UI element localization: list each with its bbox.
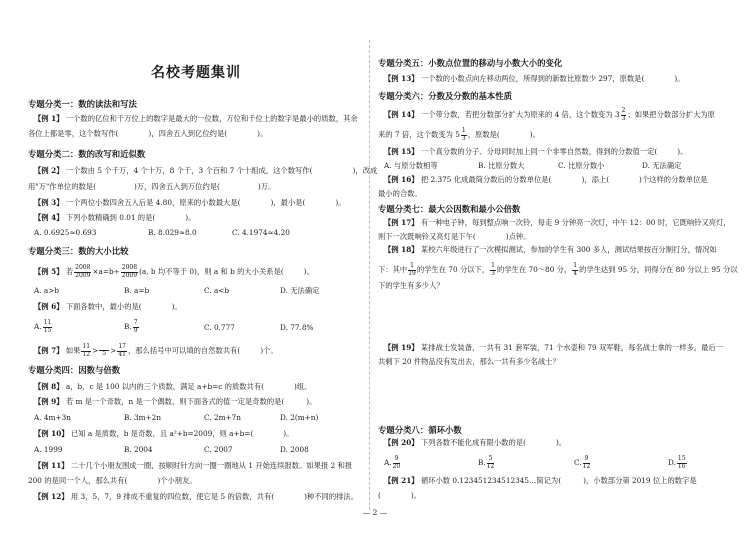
example-5-option-a: A. a>b <box>34 286 60 295</box>
example-9-option-d: D. 2(m+n) <box>280 413 319 422</box>
example-1-line-1: 【例 1】 一个数的亿位和千万位上的数字是最大的一位数，万位和千位上的数字是最小的质数，其余 <box>34 114 358 123</box>
example-18-line-2: 下：其中 $\frac{1}{19}$ 的学生在 70 分以下， $\frac{1}{3}$ 的学生在 70～80 分， $\frac{1}{4}$ 的学生达到 95 分，同得分在 80 分以上 95 分以 <box>378 262 738 277</box>
example-tag: 【例 1】 <box>34 114 64 123</box>
example-5-option-b: B. a=b <box>124 286 150 295</box>
example-18-line-1: 【例 18】 某校六年级进行了一次模拟测试，参加的学生有 300 多人，测试结果按百分制打分，情况如 <box>384 245 717 254</box>
example-5: 【例 5】 若 $\frac{2008}{2009}$ ×a=b÷ $\frac{2008}{2009}$ (a, b 均不等于 0)，则 a 和 b 的大小关系是( )。 <box>34 264 314 279</box>
example-15-option-b: B. 比原分数大 <box>478 161 525 170</box>
example-14-line-2: 来的 7 倍，这个数变为 5 $\frac{1}{3}$ ，原数是( )。 <box>378 127 540 142</box>
example-6-option-d: D. 77.8% <box>280 323 314 332</box>
example-21-line-2: ( )。 <box>378 491 422 500</box>
example-10: 【例 10】 已知 a 是质数，b 是奇数，且 a²+b=2009，则 a+b=( )。 <box>34 429 294 438</box>
section-heading-7: 专题分类七：最大公因数和最小公倍数 <box>378 204 521 214</box>
section-heading-1: 专题分类一：数的读法和写法 <box>28 99 137 109</box>
example-10-option-a: A. 1999 <box>34 445 63 454</box>
example-19-line-2: 共剩下 20 件物品没有发出去，那么一共有多少名战士？ <box>378 357 560 366</box>
example-4-option-c: C. 4.1974≈4.20 <box>232 228 290 237</box>
example-20-option-c: C. $\frac{9}{12}$ <box>574 455 591 470</box>
example-16-line-1: 【例 16】 把 2.375 化成最简分数后的分数单位是( )，添上( )个这样的分数单位是 <box>384 175 708 184</box>
example-2-line-1: 【例 2】 一个数由 5 个千万，4 个十万，8 个千，3 个百和 7 个十组成，这个数写作( )，改成 <box>34 166 378 175</box>
example-3: 【例 3】 一个两位小数四舍五入后是 4.80，原来的小数最大是( )，最小是( )。 <box>34 198 346 207</box>
example-11-line-2: 200 的是同一个人，那么共有( )个小朋友。 <box>28 476 197 485</box>
example-6-option-a: A. $\frac{11}{15}$ <box>34 319 52 334</box>
example-6-option-c: C. 0.777 <box>204 323 235 332</box>
example-5-option-d: D. 无法确定 <box>280 286 320 295</box>
section-heading-2: 专题分类二：数的改写和近似数 <box>28 149 146 159</box>
example-10-option-c: C. 2007 <box>204 445 233 454</box>
example-9-option-a: A. 4m+3n <box>34 413 71 422</box>
example-4-option-b: B. 8.029≈8.0 <box>148 228 197 237</box>
section-heading-3: 专题分类三：数的大小比较 <box>28 246 129 256</box>
example-19-line-1: 【例 19】 某排战士发装备，一共有 31 套军装，71 个水壶和 79 双军鞋，每名战士拿的一样多，最后一 <box>384 343 724 352</box>
example-1-line-2: 各位上都是零，这个数写作( )，四舍五入到亿位约是( )。 <box>28 129 268 138</box>
section-heading-5: 专题分类五：小数点位置的移动与小数大小的变化 <box>378 58 563 68</box>
example-17-line-2: 则下一次既响铃又亮灯是下午( )点钟。 <box>378 232 531 241</box>
page-number: — 2 — <box>362 508 388 517</box>
example-16-line-2: 最小的合数。 <box>378 189 422 198</box>
example-20: 【例 20】 下列各数不能化成有限小数的是( )。 <box>384 438 567 447</box>
example-5-option-c: C. a<b <box>204 286 230 295</box>
example-6: 【例 6】 下面各数中，最小的是( )。 <box>34 302 182 311</box>
example-8: 【例 8】 a，b，c 是 100 以内的三个质数，满足 a+b=c 的质数共有( )组。 <box>34 382 312 391</box>
example-2-line-2: 用"万"作单位的数是( )万，四舍五入到万位约是( )万。 <box>28 182 276 191</box>
example-6-option-b: B. $\frac{7}{9}$ <box>124 319 138 334</box>
example-20-option-b: B. $\frac{5}{12}$ <box>478 455 495 470</box>
section-heading-4: 专题分类四：因数与倍数 <box>28 365 121 375</box>
example-7: 【例 7】 如果 $\frac{11}{12}$ > 5 > $\frac{17}{41}$ ，那么括号中可以填的自然数共有( )个。 <box>34 343 278 358</box>
example-15-option-d: D. 无法确定 <box>642 161 682 170</box>
example-21-line-1: 【例 21】 循环小数 0.123451234512345…简记为( )，小数部分第 2019 位上的数字是 <box>384 476 697 485</box>
example-18-line-3: 下的学生有多少人？ <box>378 281 444 290</box>
example-4-option-a: A. 0.6925≈0.693 <box>34 228 97 237</box>
example-14-line-1: 【例 14】 一个带分数，若把分数部分扩大为原来的 4 倍，这个数变为 3 $\frac{2}{3}$ ；如果把分数部分扩大为原 <box>384 107 715 122</box>
page-title: 名校考题集训 <box>151 65 241 81</box>
example-15: 【例 15】 一个真分数的分子、分母同时加上同一个非零自然数，得到的分数值一定( )。 <box>384 147 688 156</box>
example-20-option-a: A. $\frac{9}{20}$ <box>384 455 401 470</box>
fraction: $\frac{2008}{2009}$ <box>75 264 91 279</box>
section-heading-6: 专题分类六：分数及分数的基本性质 <box>378 91 512 101</box>
column-divider <box>369 40 370 510</box>
example-9-option-b: B. 3m+2n <box>124 413 162 422</box>
example-9-option-c: C. 2m+7n <box>204 413 241 422</box>
section-heading-8: 专题分类八：循环小数 <box>378 425 462 435</box>
example-15-option-a: A. 与原分数相等 <box>384 161 438 170</box>
example-13: 【例 13】 一个数的小数点向左移动两位，所得到的新数比原数少 297，原数是( )。 <box>384 74 685 83</box>
example-12: 【例 12】 用 3，5，7，9 排成不重复的四位数，使它是 5 的倍数，共有( )种不同的排法。 <box>34 492 359 501</box>
example-10-option-d: D. 2008 <box>280 445 309 454</box>
example-9: 【例 9】 若 m 是一个奇数，n 是一个偶数，则下面各式的值一定是奇数的是( )。 <box>34 397 317 406</box>
example-10-option-b: B. 2004 <box>124 445 153 454</box>
fraction: $\frac{2008}{2009}$ <box>121 264 138 279</box>
example-15-option-c: C. 比原分数小 <box>558 161 605 170</box>
example-11-line-1: 【例 11】 二十几个小朋友围成一圈，按顺时针方向一圈一圈地从 1 开始连续报数。如果报 2 和报 <box>34 461 353 470</box>
example-17-line-1: 【例 17】 有一种电子钟，每到整点响一次铃，每走 9 分钟亮一次灯，中午 12：00 时，它既响铃又亮灯， <box>384 218 731 227</box>
example-20-option-d: D. $\frac{15}{16}$ <box>668 455 686 470</box>
example-4: 【例 4】 下列小数精确到 0.01 的是( )。 <box>34 213 196 222</box>
